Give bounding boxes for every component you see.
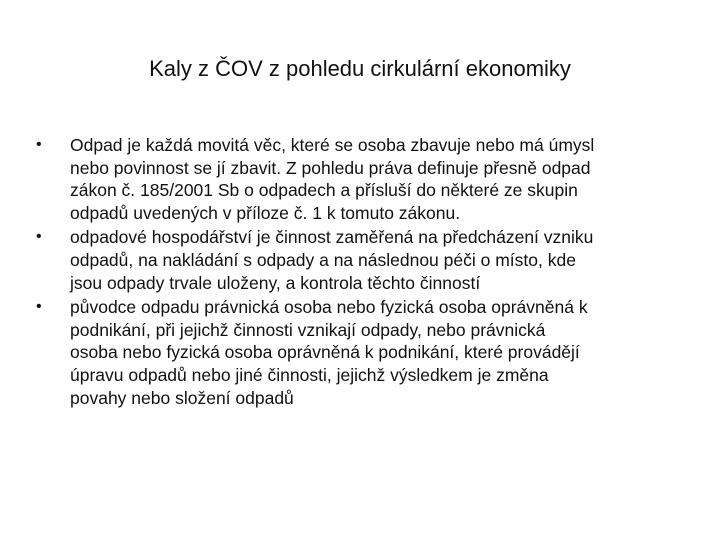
bullet-marker: • — [36, 136, 42, 153]
bullet-item-waste-management — [36, 226, 686, 294]
bullet-text-line: zákon č. 185/2001 Sb o odpadech a přísluší do některé ze skupin — [70, 180, 578, 201]
slide-title: Kaly z ČOV z pohledu cirkulární ekonomiky — [149, 56, 571, 81]
bullet-text-line: podnikání, při jejichž činnosti vznikají odpady, nebo právnická — [70, 319, 546, 340]
bullet-list — [36, 134, 686, 411]
bullet-text-line: odpadů uvedených v příloze č. 1 k tomuto zákonu. — [70, 202, 461, 223]
bullet-marker: • — [36, 228, 42, 246]
bullet-text-line: Odpad je každá movitá věc, které se osoba zbavuje nebo má úmysl — [70, 135, 595, 155]
bullet-text-line: povahy nebo složení odpadů — [70, 387, 294, 408]
bullet-item-waste-definition — [36, 134, 686, 224]
bullet-text-line: osoba nebo fyzická osoba oprávněná k podnikání, které provádějí — [70, 342, 580, 363]
bullet-text-line: nebo povinnost se jí zbavit. Z pohledu práva definuje přesně odpad — [70, 157, 591, 178]
bullet-marker: • — [36, 298, 42, 316]
bullet-text-line: odpadů, na nakládání s odpady a na následnou péči o místo, kde — [70, 249, 576, 270]
bullet-text-line: jsou odpady trvale uloženy, a kontrola těchto činností — [70, 272, 481, 293]
bullet-text-line: odpadové hospodářství je činnost zaměřená na předcházení vzniku — [70, 227, 594, 248]
bullet-text-line: původce odpadu právnická osoba nebo fyzická osoba oprávněná k — [70, 297, 588, 318]
bullet-item-waste-producer — [36, 296, 686, 409]
bullet-text-line: úpravu odpadů nebo jiné činnosti, jejichž výsledkem je změna — [70, 364, 549, 385]
